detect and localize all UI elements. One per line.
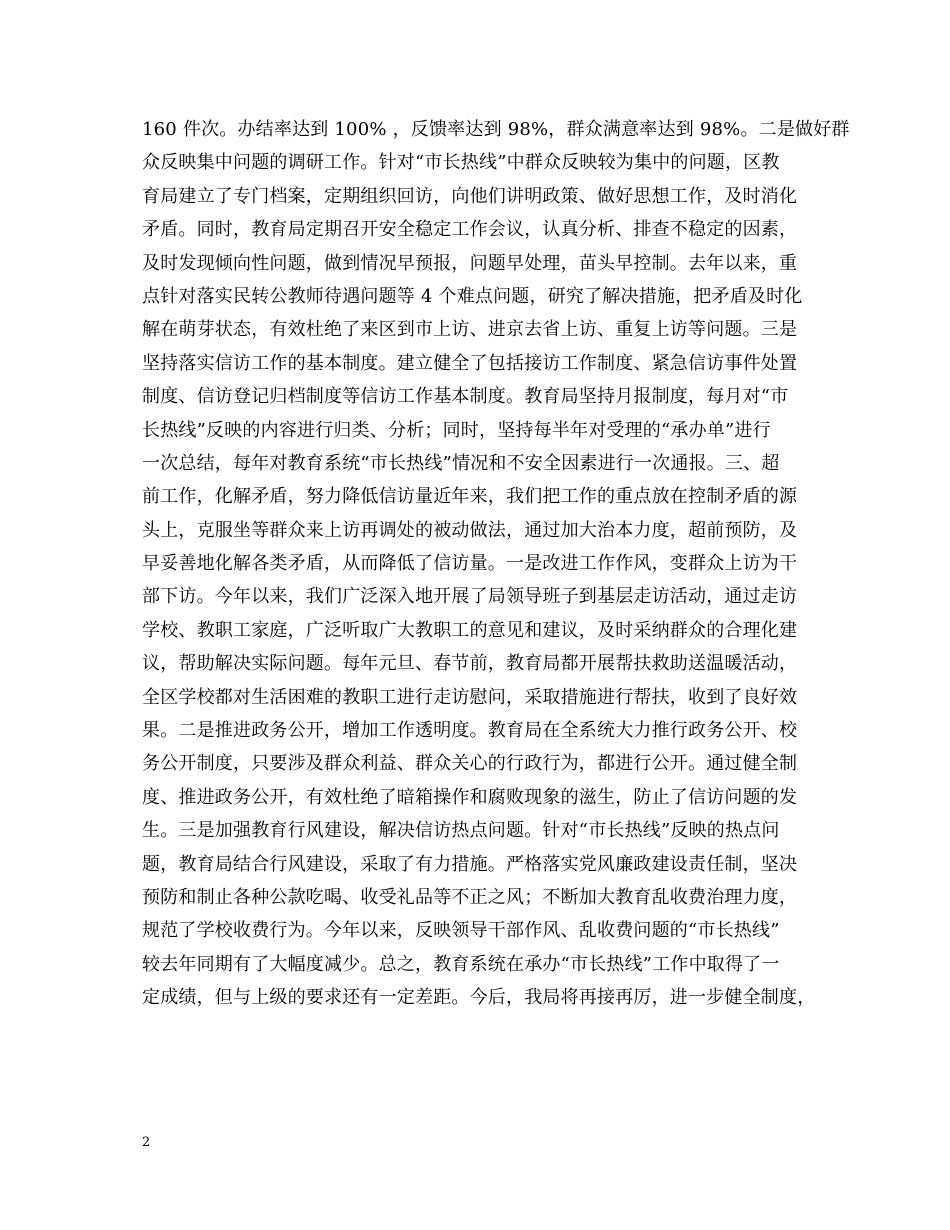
text-line: 点针对落实民转公教师待遇问题等 4 个难点问题，研究了解决措施，把矛盾及时化: [142, 285, 803, 307]
text-line: 育局建立了专门档案，定期组织回访，向他们讲明政策、做好思想工作，及时消化: [142, 185, 798, 207]
text-line: 160 件次。办结率达到 100% ，反馈率达到 98%，群众满意率达到 98%。二是做好群: [142, 119, 850, 140]
text-line: 制度、信访登记归档制度等信访工作基本制度。教育局坚持月报制度，每月对“市: [142, 386, 789, 408]
text-line: 前工作，化解矛盾，努力降低信访量近年来，我们把工作的重点放在控制矛盾的源: [142, 486, 798, 508]
text-line: 果。二是推进政务公开，增加工作透明度。教育局在全系统大力推行政务公开、校: [142, 720, 798, 742]
text-line: 及时发现倾向性问题，做到情况早预报，问题早处理，苗头早控制。去年以来，重: [142, 252, 798, 274]
text-line: 坚持落实信访工作的基本制度。建立健全了包括接访工作制度、紧急信访事件处置: [142, 352, 798, 374]
page-number: 2: [142, 1135, 151, 1150]
text-line: 规范了学校收费行为。今年以来，反映领导干部作风、乱收费问题的“市长热线”: [142, 920, 780, 942]
text-line: 务公开制度，只要涉及群众利益、群众关心的行政行为，都进行公开。通过健全制: [142, 753, 798, 775]
text-line: 定成绩，但与上级的要求还有一定差距。今后，我局将再接再厉，进一步健全制度，: [142, 987, 816, 1009]
body-text: [142, 113, 850, 1015]
text-line: 题，教育局结合行风建设，采取了有力措施。严格落实党风廉政建设责任制，坚决: [142, 853, 798, 875]
text-line: 解在萌芽状态，有效杜绝了来区到市上访、进京去省上访、重复上访等问题。三是: [142, 319, 798, 341]
text-line: 部下访。今年以来，我们广泛深入地开展了局领导班子到基层走访活动，通过走访: [142, 586, 798, 608]
text-line: 一次总结，每年对教育系统“市长热线”情况和不安全因素进行一次通报。三、超: [142, 452, 780, 474]
text-line: 生。三是加强教育行风建设，解决信访热点问题。针对“市长热线”反映的热点问: [142, 820, 780, 842]
text-line: 头上，克服坐等群众来上访再调处的被动做法，通过加大治本力度，超前预防，及: [142, 519, 798, 541]
text-line: 全区学校都对生活困难的教职工进行走访慰问，采取措施进行帮扶，收到了良好效: [142, 686, 798, 708]
text-line: 学校、教职工家庭，广泛听取广大教职工的意见和建议，及时采纳群众的合理化建: [142, 619, 798, 641]
text-line: 众反映集中问题的调研工作。针对“市长热线”中群众反映较为集中的问题，区教: [142, 152, 780, 174]
text-line: 预防和制止各种公款吃喝、收受礼品等不正之风；不断加大教育乱收费治理力度，: [142, 886, 798, 908]
text-line: 度、推进政务公开，有效杜绝了暗箱操作和腐败现象的滋生，防止了信访问题的发: [142, 786, 798, 808]
text-line: 早妥善地化解各类矛盾，从而降低了信访量。一是改进工作作风，变群众上访为干: [142, 553, 798, 575]
text-line: 议，帮助解决实际问题。每年元旦、春节前，教育局都开展帮扶救助送温暖活动，: [142, 653, 798, 675]
text-line: 较去年同期有了大幅度减少。总之，教育系统在承办“市长热线”工作中取得了一: [142, 953, 780, 975]
text-line: 长热线”反映的内容进行归类、分析；同时，坚持每半年对受理的“承办单”进行: [142, 419, 771, 441]
text-line: 矛盾。同时，教育局定期召开安全稳定工作会议，认真分析、排查不稳定的因素，: [142, 219, 798, 241]
